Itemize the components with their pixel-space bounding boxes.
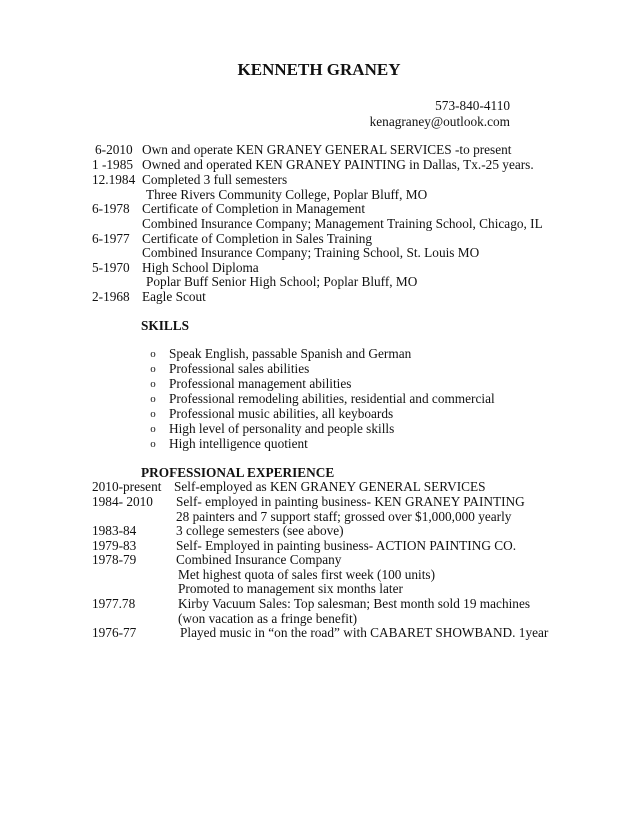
- experience-date: 1984- 2010: [92, 494, 153, 509]
- experience-heading: PROFESSIONAL EXPERIENCE: [141, 465, 335, 480]
- history-date: 12.1984: [92, 172, 136, 187]
- history-date: 6-1977: [92, 231, 130, 246]
- bullet-icon: o: [150, 393, 156, 405]
- skill-item: Professional music abilities, all keyboards: [169, 406, 394, 421]
- history-text: Completed 3 full semesters: [142, 172, 288, 187]
- bullet-icon: o: [150, 438, 156, 450]
- bullet-icon: o: [150, 408, 156, 420]
- history-text: Certificate of Completion in Management: [142, 201, 366, 216]
- phone-number: 573-840-4110: [435, 98, 510, 113]
- history-text: Certificate of Completion in Sales Training: [142, 231, 373, 246]
- bullet-icon: o: [150, 378, 156, 390]
- history-date: 1 -1985: [92, 157, 133, 172]
- history-text: High School Diploma: [142, 260, 259, 275]
- history-text: Combined Insurance Company; Management Training School, Chicago, IL: [142, 216, 543, 231]
- history-text: Owned and operated KEN GRANEY PAINTING in Dallas, Tx.-25 years.: [142, 157, 534, 172]
- bullet-icon: o: [150, 423, 156, 435]
- skill-item: Professional remodeling abilities, residential and commercial: [169, 391, 495, 406]
- experience-text: Played music in “on the road” with CABARET SHOWBAND. 1year: [180, 625, 549, 640]
- experience-date: 1977.78: [92, 596, 136, 611]
- experience-text: Met highest quota of sales first week (100 units): [178, 567, 436, 582]
- history-text: Own and operate KEN GRANEY GENERAL SERVICES -to present: [142, 142, 512, 157]
- skills-heading: SKILLS: [141, 318, 190, 333]
- experience-text: Promoted to management six months later: [178, 581, 403, 596]
- history-text: Poplar Buff Senior High School; Poplar Bluff, MO: [146, 274, 418, 289]
- experience-text: Self- employed in painting business- KEN GRANEY PAINTING: [176, 494, 525, 509]
- history-date: 5-1970: [92, 260, 130, 275]
- experience-text: Combined Insurance Company: [176, 552, 342, 567]
- experience-text: 3 college semesters (see above): [176, 523, 344, 538]
- experience-date: 1976-77: [92, 625, 137, 640]
- experience-text: Self-employed as KEN GRANEY GENERAL SERVICES: [174, 479, 486, 494]
- skill-item: High intelligence quotient: [169, 436, 308, 451]
- history-date: 6-2010: [95, 142, 133, 157]
- bullet-icon: o: [150, 363, 156, 375]
- history-text: Eagle Scout: [142, 289, 206, 304]
- experience-date: 2010-present: [92, 479, 162, 494]
- history-text: Three Rivers Community College, Poplar Bluff, MO: [146, 187, 428, 202]
- experience-date: 1983-84: [92, 523, 137, 538]
- skill-item: Professional sales abilities: [169, 361, 310, 376]
- history-date: 2-1968: [92, 289, 130, 304]
- experience-text: Kirby Vacuum Sales: Top salesman; Best month sold 19 machines: [178, 596, 531, 611]
- history-text: Combined Insurance Company; Training School, St. Louis MO: [142, 245, 480, 260]
- skill-item: Speak English, passable Spanish and German: [169, 346, 412, 361]
- resume-name: KENNETH GRANEY: [237, 60, 401, 79]
- experience-text: Self- Employed in painting business- ACTION PAINTING CO.: [176, 538, 517, 553]
- experience-date: 1978-79: [92, 552, 137, 567]
- skill-item: High level of personality and people skills: [169, 421, 395, 436]
- bullet-icon: o: [150, 348, 156, 360]
- skill-item: Professional management abilities: [169, 376, 352, 391]
- experience-text: (won vacation as a fringe benefit): [178, 611, 358, 626]
- experience-text: 28 painters and 7 support staff; grossed over $1,000,000 yearly: [176, 509, 512, 524]
- experience-date: 1979-83: [92, 538, 137, 553]
- history-date: 6-1978: [92, 201, 130, 216]
- email-address: kenagraney@outlook.com: [369, 114, 510, 129]
